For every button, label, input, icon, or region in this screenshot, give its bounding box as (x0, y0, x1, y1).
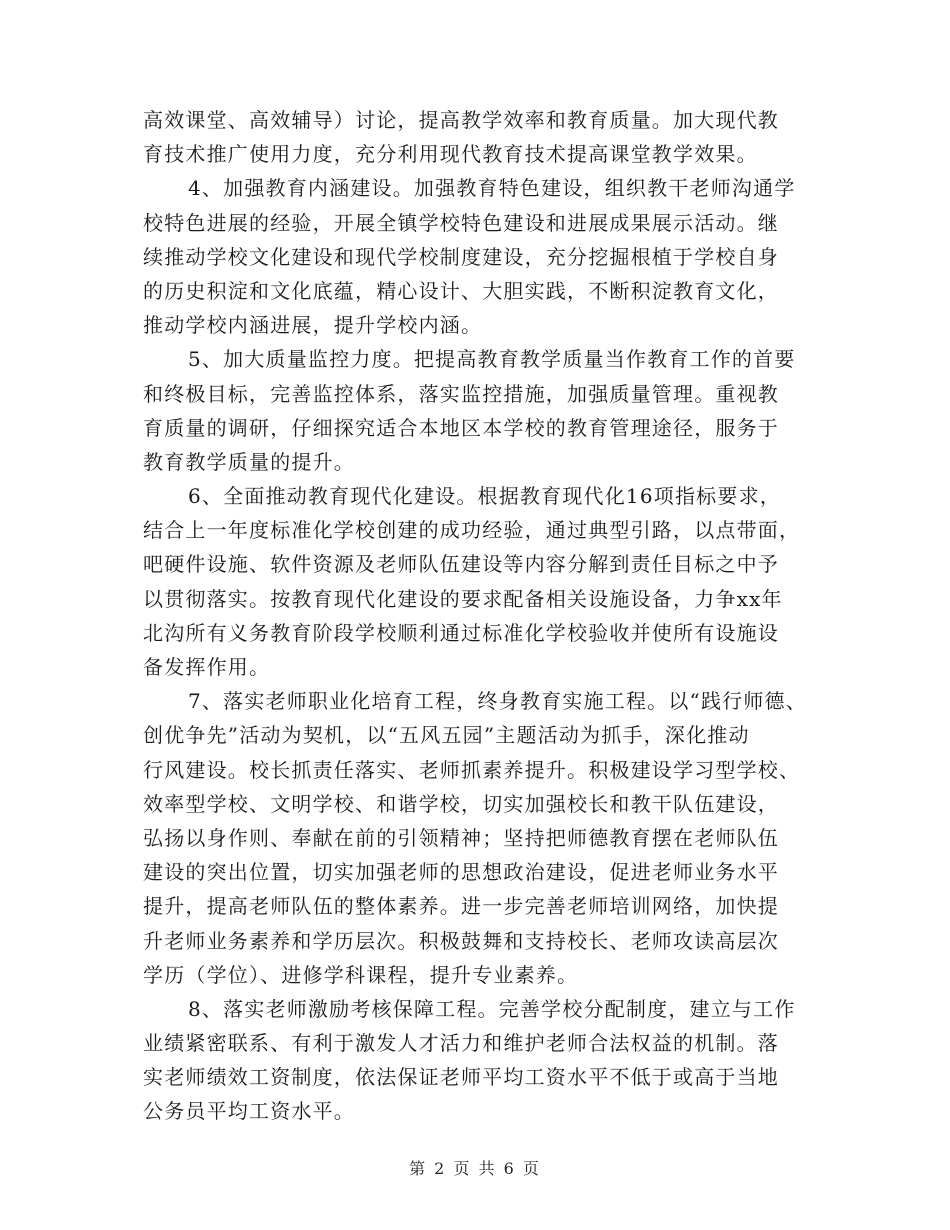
text-line: 备发挥作用。 (143, 655, 271, 679)
text-line: 效率型学校、文明学校、和谐学校，切实加强校长和教干队伍建设， (143, 791, 779, 816)
text-line: 校特色进展的经验，开展全镇学校特色建设和进展成果展示活动。继 (143, 210, 779, 235)
text-line: 和终极目标，完善监控体系，落实监控措施，加强质量管理。重视教 (143, 381, 779, 406)
text-line: 的历史积淀和文化底蕴，精心设计、大胆实践，不断积淀教育文化， (143, 278, 779, 303)
paragraph-6-start: 6、全面推动教育现代化建设。根据教育现代化16项指标要求， (188, 484, 781, 509)
text-line: 北沟所有义务教育阶段学校顺利通过标准化学校验收并使所有设施设 (143, 620, 779, 645)
text-line: 实老师绩效工资制度，依法保证老师平均工资水平不低于或高于当地 (143, 1065, 779, 1090)
text-line: 以贯彻落实。按教育现代化建设的要求配备相关设施设备，力争xx年 (143, 586, 783, 611)
text-line: 育质量的调研，仔细探究适合本地区本学校的教育管理途径，服务于 (143, 415, 779, 440)
text-line: 行风建设。校长抓责任落实、老师抓素养提升。积极建设学习型学校、 (143, 757, 801, 782)
text-line: 升老师业务素养和学历层次。积极鼓舞和支持校长、老师攻读高层次 (143, 928, 779, 953)
body-text (143, 103, 823, 1129)
page-footer: 第 2 页 共 6 页 (409, 1159, 541, 1178)
paragraph-7-start: 7、落实老师职业化培育工程，终身教育实施工程。以“践行师德、 (188, 689, 807, 714)
paragraph-5-start: 5、加大质量监控力度。把提高教育教学质量当作教育工作的首要 (188, 347, 796, 372)
text-line: 公务员平均工资水平。 (143, 1099, 355, 1124)
text-line: 吧硬件设施、软件资源及老师队伍建设等内容分解到责任目标之中予 (143, 552, 779, 577)
text-line: 建设的突出位置，切实加强老师的思想政治建设，促进老师业务水平 (143, 860, 779, 885)
text-line: 结合上一年度标准化学校创建的成功经验，通过典型引路，以点带面， (143, 518, 801, 543)
text-line: 弘扬以身作则、奉献在前的引领精神；坚持把师德教育摆在老师队伍 (143, 825, 779, 850)
text-line: 创优争先”活动为契机，以“五风五园”主题活动为抓手，深化推动 (143, 723, 750, 748)
paragraph-8-start: 8、落实老师激励考核保障工程。完善学校分配制度，建立与工作 (188, 996, 796, 1021)
text-line: 学历（学位）、进修学科课程，提升专业素养。 (143, 962, 579, 987)
text-line: 业绩紧密联系、有利于激发人才活力和维护老师合法权益的机制。落 (143, 1031, 779, 1056)
paragraph-4-start: 4、加强教育内涵建设。加强教育特色建设，组织教干老师沟通学 (188, 176, 796, 201)
text-line: 教育教学质量的提升。 (143, 449, 355, 474)
text-line: 推动学校内涵进展，提升学校内涵。 (143, 313, 483, 338)
text-line: 高效课堂、高效辅导）讨论，提高教学效率和教育质量。加大现代教 (143, 108, 779, 132)
text-line: 续推动学校文化建设和现代学校制度建设，充分挖掘根植于学校自身 (143, 244, 779, 269)
text-line: 育技术推广使用力度，充分利用现代教育技术提高课堂教学效果。 (143, 142, 758, 167)
text-line: 提升，提高老师队伍的整体素养。进一步完善老师培训网络，加快提 (143, 894, 779, 919)
